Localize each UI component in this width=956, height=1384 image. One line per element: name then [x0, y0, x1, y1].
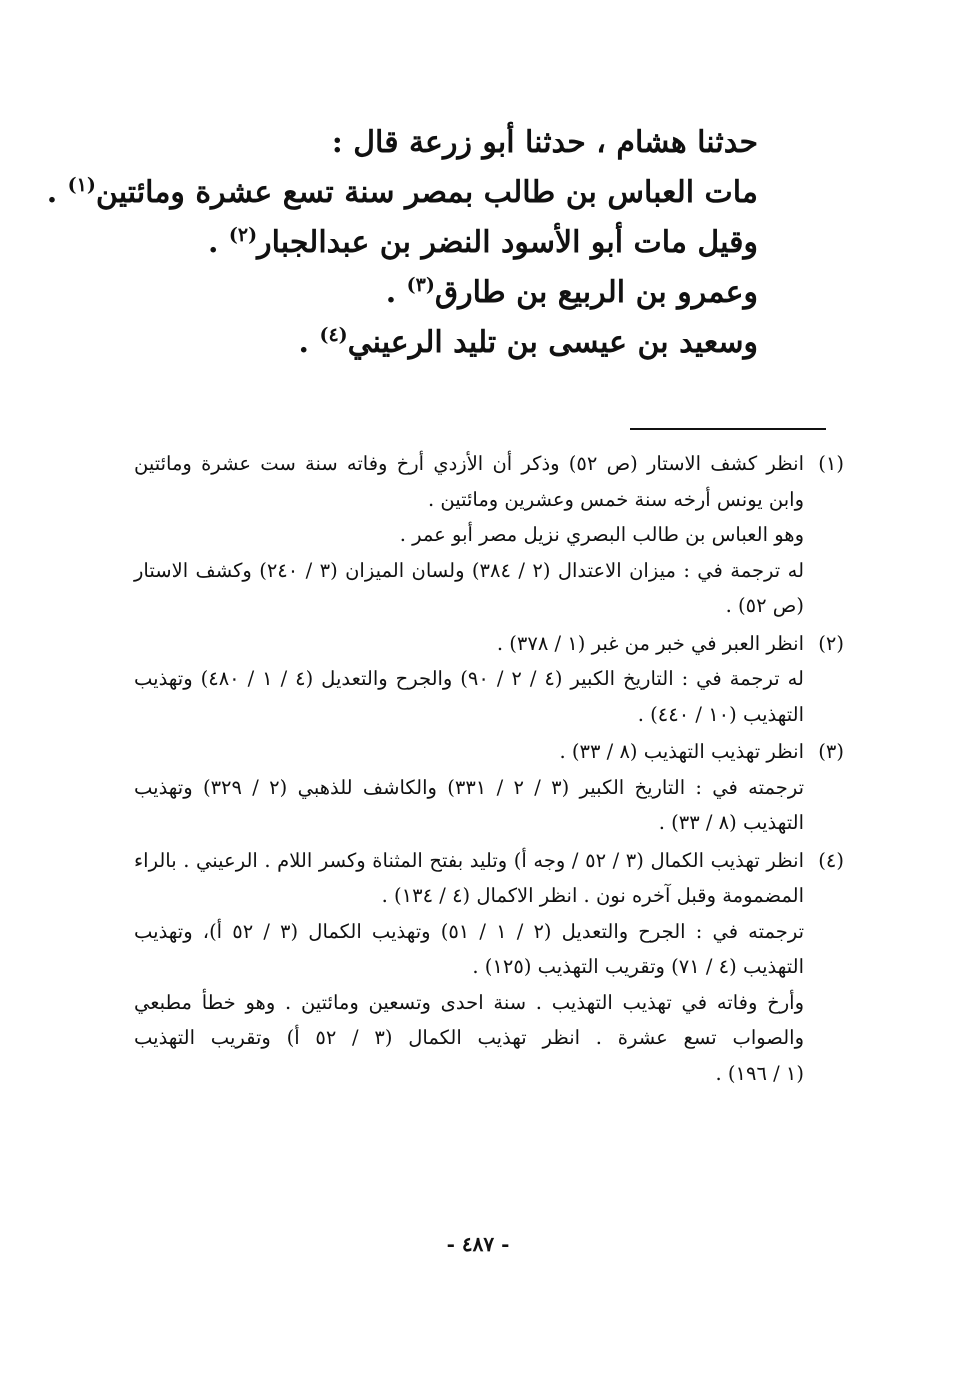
footnote-line: [134, 626, 844, 662]
footnote-text: انظر العبر في خبر من غبر (١ / ٣٧٨) .: [496, 631, 804, 655]
footnote-text: (١ / ١٩٦) .: [715, 1061, 804, 1085]
footnote-text: انظر تهذيب الكمال (٣ / ٥٢ / وجه أ) وتليد بفتح المثناة وكسر اللام . الرعيني . بالراء: [134, 848, 804, 872]
footnote-number: (١): [818, 452, 844, 475]
footnote-text: انظر تهذيب التهذيب (٨ / ٣٣) .: [559, 740, 804, 763]
footnote-line: [134, 878, 844, 914]
footnote-line: [134, 446, 844, 482]
footnote-text: وأرخ وفاته في تهذيب التهذيب . سنة احدى وتسعين ومائتين . وهو خطأ مطبعي: [134, 990, 804, 1014]
footnote-reference[interactable]: (١): [67, 174, 96, 196]
main-line-end: .: [298, 325, 320, 360]
footnote: [134, 843, 844, 1092]
footnote-line: [134, 805, 844, 841]
main-line-text: وسعيد بن عيسى بن تليد الرعيني: [347, 325, 758, 360]
footnote-text: ترجمته في : التاريخ الكبير (٣ / ٢ / ٣٣١) والكاشف للذهبي (٢ / ٣٢٩) وتهذيب: [134, 775, 805, 799]
main-line: [158, 268, 758, 318]
footnote-text: له ترجمة في : التاريخ الكبير (٤ / ٢ / ٩٠) والجرح والتعديل (٤ / ١ / ٤٨٠) وتهذيب: [134, 667, 805, 690]
footnote-number: (٢): [818, 631, 844, 655]
footnote-line: [134, 734, 844, 770]
footnote-line: [134, 1020, 844, 1056]
footnote-line: [134, 553, 844, 589]
footnotes: [134, 446, 844, 1093]
footnote-line: [134, 770, 844, 806]
footnote-text: (ص ٥٢) .: [725, 594, 804, 617]
main-line-text: وعمرو بن الربيع بن طارق: [434, 275, 758, 310]
main-line-end: .: [385, 275, 407, 310]
footnote-text: وهو العباس بن طالب البصري نزيل مصر أبو عمر .: [399, 523, 804, 546]
main-line: [46, 168, 758, 218]
footnote-line: [134, 985, 844, 1021]
footnote: [134, 734, 844, 841]
footnote-text: انظر كشف الاستار (ص ٥٢) وذكر أن الأزدي أرخ وفاته سنة ست عشرة ومائتين: [134, 452, 804, 475]
footnote-text: التهذيب (٤ / ٧١) وتقريب التهذيب (١٢٥) .: [472, 955, 804, 978]
main-line-end: .: [208, 225, 229, 260]
main-line: [158, 218, 758, 268]
footnote-number: (٣): [818, 740, 844, 763]
footnote-divider: [630, 428, 826, 430]
page-number: - ٤٨٧ -: [446, 1232, 510, 1256]
main-text: [46, 118, 758, 368]
footnote-line: [134, 588, 844, 624]
main-line-text: حدثنا هشام ، حدثنا أبو زرعة قال :: [331, 125, 758, 160]
footnote-reference[interactable]: (٣): [406, 274, 435, 296]
main-line-text: وقيل مات أبو الأسود النضر بن عبدالجبار: [257, 225, 758, 260]
footnote-line: [134, 1056, 844, 1092]
footnote-text: له ترجمة في : ميزان الاعتدال (٢ / ٣٨٤) ولسان الميزان (٣ / ٢٤٠) وكشف الاستار: [134, 558, 805, 582]
main-line: [158, 118, 758, 168]
footnote-line: [134, 697, 844, 733]
footnote-text: والصواب تسع عشرة . انظر تهذيب الكمال (٣ / ٥٢ أ) وتقريب التهذيب: [134, 1026, 804, 1049]
footnote-line: [134, 661, 844, 697]
footnote-line: [134, 914, 844, 950]
footnote-text: المضمومة وقبل آخره نون . انظر الاكمال (٤ / ١٣٤) .: [381, 884, 804, 907]
footnote-text: وابن يونس أرخه سنة خمس وعشرين ومائتين .: [427, 487, 804, 511]
footnote-line: [134, 517, 844, 553]
main-line-end: .: [46, 175, 68, 210]
footnote: [134, 446, 844, 624]
footnote-reference[interactable]: (٤): [319, 324, 348, 346]
footnote-text: ترجمته في : الجرح والتعديل (٢ / ١ / ٥١) وتهذيب الكمال (٣ / ٥٢ أ)، وتهذيب: [134, 919, 805, 943]
main-line-text: مات العباس بن طالب بمصر سنة تسع عشرة ومائتين: [95, 175, 758, 210]
footnote: [134, 626, 844, 733]
main-line: [158, 318, 758, 368]
footnote-line: [134, 482, 844, 518]
footnote-line: [134, 843, 844, 879]
footnote-text: التهذيب (٨ / ٣٣) .: [658, 811, 804, 834]
footnote-text: التهذيب (١٠ / ٤٤٠) .: [637, 702, 804, 726]
footnote-number: (٤): [818, 848, 844, 872]
footnote-line: [134, 949, 844, 985]
footnote-reference[interactable]: (٢): [228, 224, 258, 246]
